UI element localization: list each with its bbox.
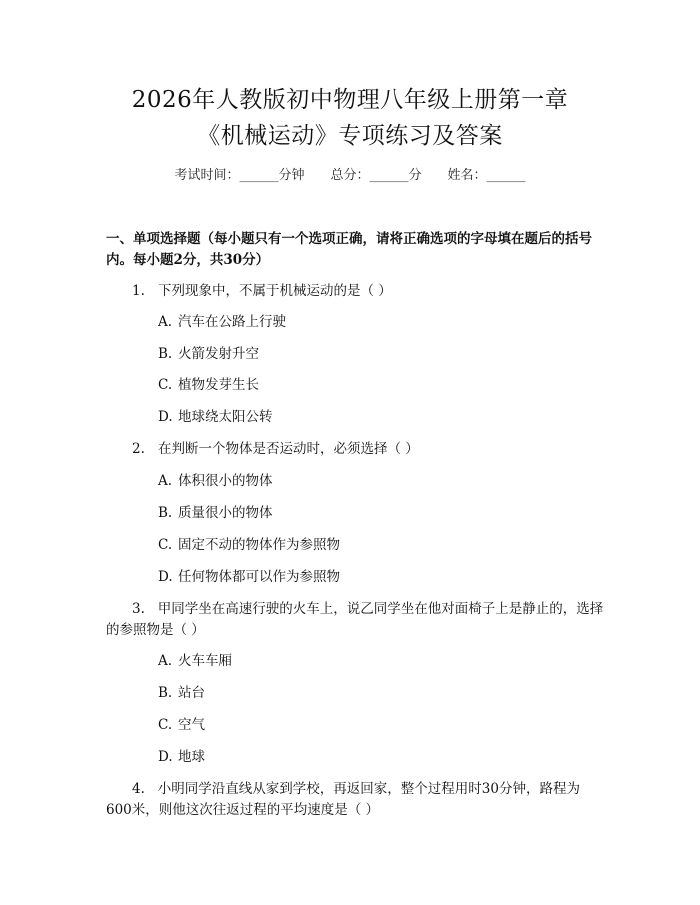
option-letter: C. [158, 377, 173, 393]
exam-score-field: 总分：______分 [330, 168, 422, 183]
option-letter: A. [158, 653, 173, 669]
option-letter: D. [158, 749, 173, 765]
option-letter: B. [158, 346, 173, 362]
question-3-option-c [158, 715, 205, 736]
option-letter: A. [158, 314, 173, 330]
question-number: 3. [132, 601, 145, 617]
option-text: 站台 [178, 685, 205, 701]
question-3 [106, 599, 604, 641]
option-letter: B. [158, 505, 173, 521]
option-letter: A. [158, 473, 173, 489]
option-text: 任何物体都可以作为参照物 [178, 569, 340, 585]
document-title-line-1: 2026年人教版初中物理八年级上册第一章 [131, 87, 569, 113]
option-text: 火箭发射升空 [178, 346, 259, 362]
question-text: 下列现象中，不属于机械运动的是（ ） [158, 283, 392, 299]
question-1 [132, 281, 602, 302]
document-title-line-2: 《机械运动》专项练习及答案 [197, 123, 503, 149]
question-2 [132, 439, 602, 460]
exam-time-field: 考试时间：______分钟 [174, 168, 305, 183]
option-text: 空气 [178, 717, 205, 733]
question-3-option-b [158, 683, 205, 704]
question-number: 2. [132, 441, 145, 457]
section-heading: 一、单项选择题（每小题只有一个选项正确，请将正确选项的字母填在题后的括号内。每小题2分，共30分） [106, 231, 592, 268]
option-letter: B. [158, 685, 173, 701]
question-text: 小明同学沿直线从家到学校，再返回家，整个过程用时30分钟，路程为600米，则他这次往返过程的平均速度是（ ） [106, 781, 580, 818]
option-text: 地球绕太阳公转 [178, 409, 273, 425]
option-letter: C. [158, 717, 173, 733]
option-text: 汽车在公路上行驶 [178, 314, 286, 330]
exam-name-field: 姓名：______ [447, 168, 526, 183]
question-3-option-d [158, 747, 205, 768]
question-2-option-d [158, 567, 340, 588]
question-text: 在判断一个物体是否运动时，必须选择（ ） [158, 441, 419, 457]
question-1-option-a [158, 312, 286, 333]
option-text: 植物发芽生长 [178, 377, 259, 393]
question-3-option-a [158, 651, 232, 672]
question-1-option-b [158, 344, 259, 365]
question-text: 甲同学坐在高速行驶的火车上，说乙同学坐在他对面椅子上是静止的，选择的参照物是（ ） [106, 601, 604, 638]
question-number: 1. [132, 283, 145, 299]
question-1-option-d [158, 407, 273, 428]
option-letter: C. [158, 537, 173, 553]
question-4 [106, 779, 604, 821]
exam-info [0, 166, 700, 186]
question-number: 4. [132, 781, 145, 797]
option-text: 体积很小的物体 [178, 473, 273, 489]
option-text: 地球 [178, 749, 205, 765]
option-text: 质量很小的物体 [178, 505, 273, 521]
question-2-option-b [158, 503, 273, 524]
option-letter: D. [158, 409, 173, 425]
question-2-option-c [158, 535, 340, 556]
option-text: 火车车厢 [178, 653, 232, 669]
question-2-option-a [158, 471, 273, 492]
question-1-option-c [158, 375, 259, 396]
option-letter: D. [158, 569, 173, 585]
option-text: 固定不动的物体作为参照物 [178, 537, 340, 553]
